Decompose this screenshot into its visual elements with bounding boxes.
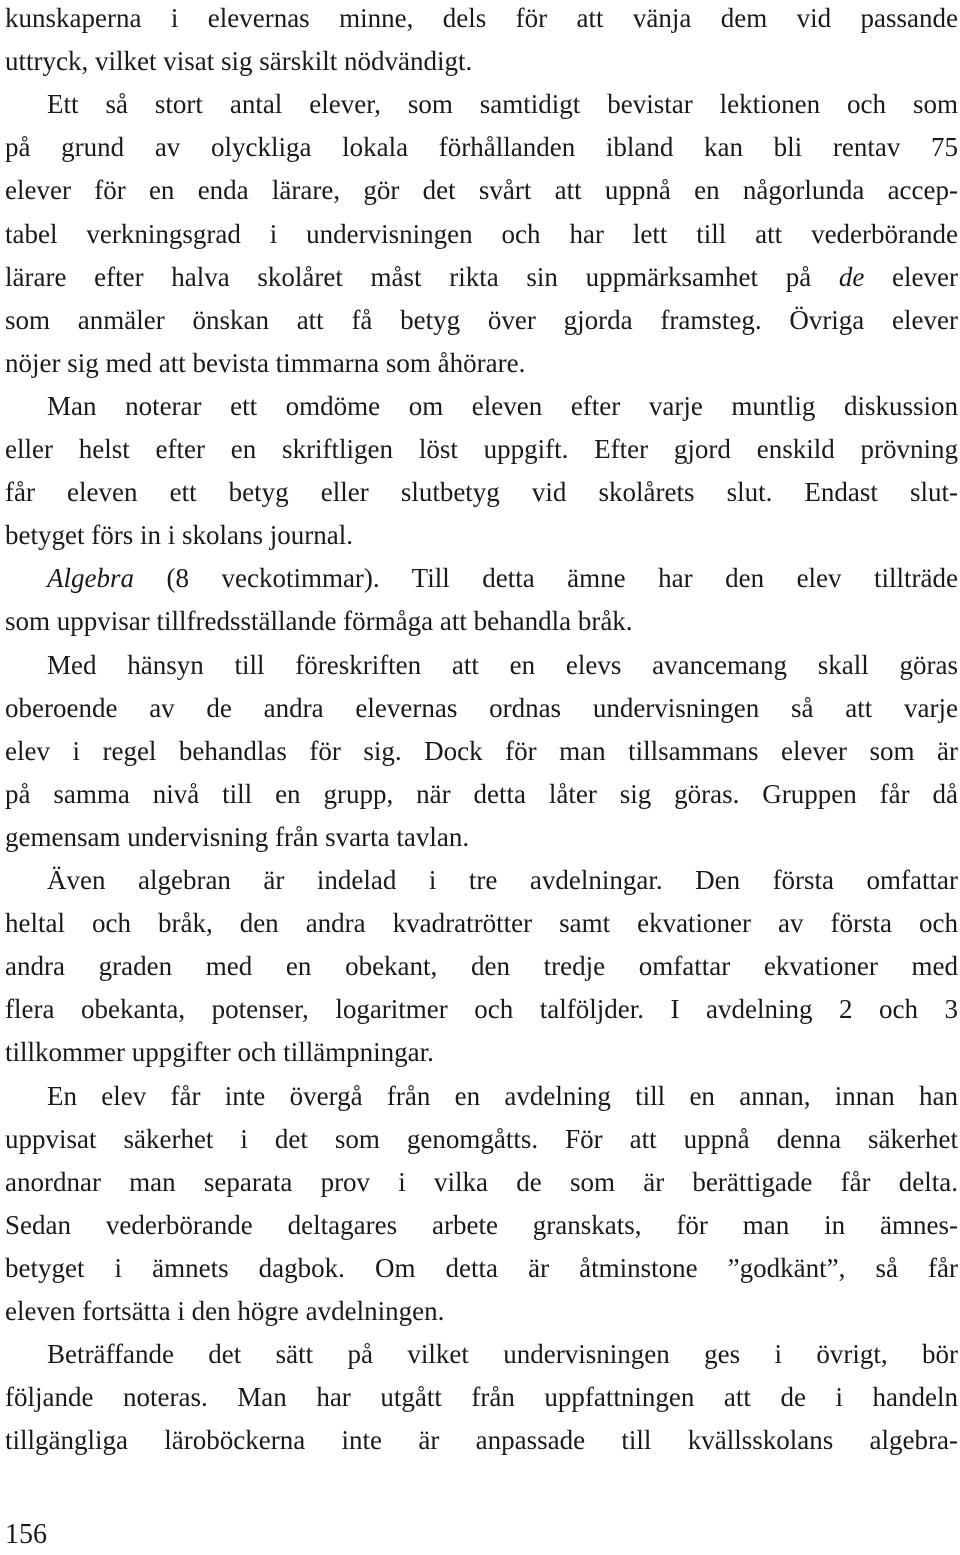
text-line: tillkommer uppgifter och tillämpningar. (5, 1037, 434, 1068)
text-line (5, 256, 958, 299)
text-line: kunskaperna i elevernas minne, dels för att vänja dem vid passande (5, 3, 958, 33)
text-line: En elev får inte övergå från en avdelning till en annan, innan han (47, 1080, 958, 1111)
text-line: Sedan vederbörande deltagares arbete granskats, för man in ämnes- (5, 1209, 958, 1240)
text-line: betyget i ämnets dagbok. Om detta är åtminstone ”godkänt”, så får (5, 1252, 958, 1283)
text-line: Man noterar ett omdöme om eleven efter varje muntlig diskussion (47, 390, 958, 421)
text-line: heltal och bråk, den andra kvadratrötter samt ekvationer av första och (5, 908, 958, 939)
text-line: elev i regel behandlas för sig. Dock för man tillsammans elever som är (5, 735, 958, 766)
text-line: nöjer sig med att bevista timmarna som åhörare. (5, 347, 526, 378)
text-line (5, 557, 958, 600)
text-line: uttryck, vilket visat sig särskilt nödvändigt. (5, 46, 473, 77)
text-run: (8 veckotimmar). Till detta ämne har den elev tillträde (134, 563, 958, 594)
page-number: 156 (5, 1519, 47, 1550)
text-line: gemensam undervisning från svarta tavlan. (5, 821, 470, 852)
text-line: följande noteras. Man har utgått från uppfattningen att de i handeln (5, 1382, 958, 1413)
text-line: eller helst efter en skriftligen löst uppgift. Efter gjord enskild prövning (5, 434, 958, 464)
text-line: eleven fortsätta i den högre avdelningen. (5, 1296, 445, 1326)
italic-text: Algebra (47, 563, 134, 594)
text-run: lärare efter halva skolåret måst rikta sin uppmärksamhet på (5, 261, 839, 292)
text-line: betyget förs in i skolans journal. (5, 520, 353, 551)
text-line: andra graden med en obekant, den tredje omfattar ekvationer med (5, 951, 958, 982)
text-line: på grund av olyckliga lokala förhållanden ibland kan bli rentav 75 (5, 132, 958, 163)
text-line: oberoende av de andra elevernas ordnas undervisningen så att varje (5, 692, 958, 723)
text-line: anordnar man separata prov i vilka de som är berättigade får delta. (5, 1166, 958, 1197)
text-line: Med hänsyn till föreskriften att en elevs avancemang skall göras (47, 649, 958, 680)
text-line: flera obekanta, potenser, logaritmer och talföljder. I avdelning 2 och 3 (5, 994, 958, 1025)
text-line: Även algebran är indelad i tre avdelningar. Den första omfattar (47, 865, 958, 895)
text-line: elever för en enda lärare, gör det svårt att uppnå en någorlunda accep- (5, 175, 958, 206)
text-line: får eleven ett betyg eller slutbetyg vid skolårets slut. Endast slut- (5, 477, 958, 508)
italic-text: de (838, 261, 865, 292)
text-line: tabel verkningsgrad i undervisningen och har lett till att vederbörande (5, 218, 958, 249)
text-line: Beträffande det sätt på vilket undervisningen ges i övrigt, bör (47, 1339, 958, 1370)
text-line: på samma nivå till en grupp, när detta låter sig göras. Gruppen får då (5, 778, 958, 809)
text-line: som anmäler önskan att få betyg över gjorda framsteg. Övriga elever (5, 304, 958, 335)
text-run: elever (864, 261, 959, 292)
text-line: Ett så stort antal elever, som samtidigt bevistar lektionen och som (47, 89, 958, 120)
text-line: som uppvisar tillfredsställande förmåga att behandla bråk. (5, 606, 633, 637)
text-line: tillgängliga läroböckerna inte är anpassade till kvällsskolans algebra- (5, 1425, 958, 1456)
text-line: uppvisat säkerhet i det som genomgåtts. För att uppnå denna säkerhet (5, 1123, 958, 1154)
